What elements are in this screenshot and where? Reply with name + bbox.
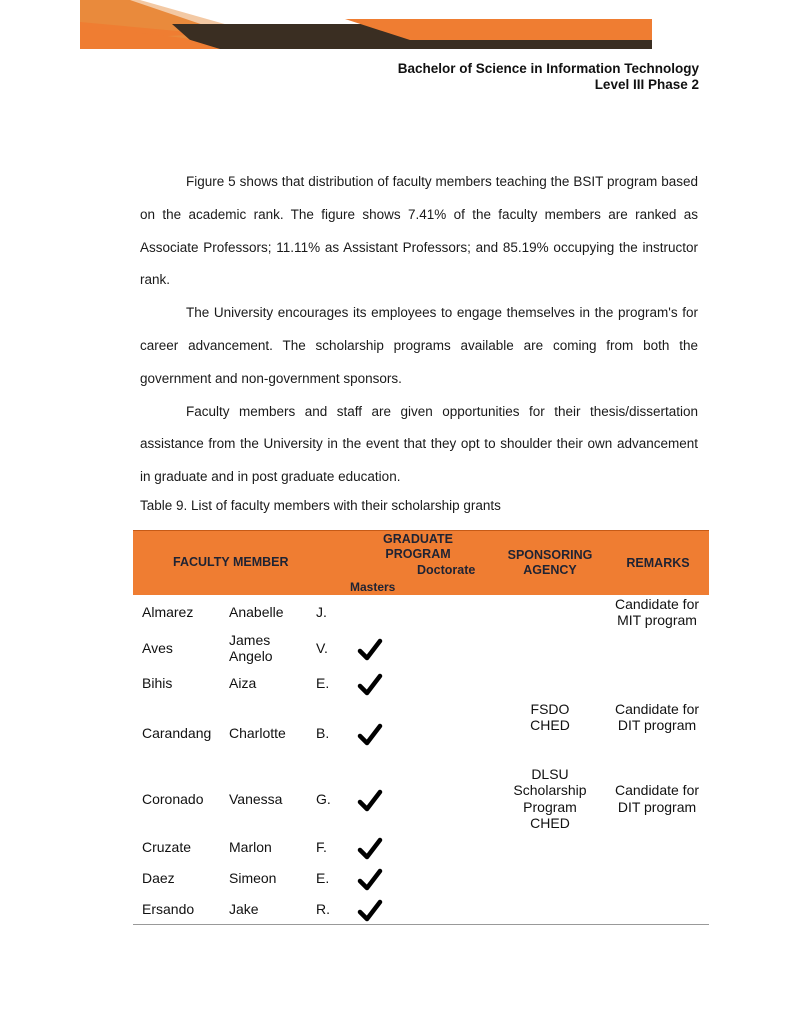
check-icon [357, 868, 383, 892]
check-icon [357, 837, 383, 861]
header-faculty-member: FACULTY MEMBER [173, 555, 289, 569]
cell-middle-initial: V. [316, 640, 328, 656]
header-agency: AGENCY [523, 563, 577, 577]
header-masters: Masters [350, 580, 396, 594]
cell-sponsor: FSDO [530, 701, 570, 717]
cell-sponsor: Scholarship [513, 782, 587, 798]
program-title: Bachelor of Science in Information Technology [397, 61, 699, 76]
cell-sponsor: CHED [530, 815, 570, 831]
paragraph: The University encourages its employees to engage themselves in the program's for career advancement. The scholarship programs available are coming from both the government and non-government sponsors. [140, 305, 698, 386]
header-remarks: REMARKS [626, 556, 690, 570]
cell-middle-initial: B. [316, 725, 330, 741]
cell-last-name: Bihis [142, 675, 173, 691]
table-caption: Table 9. List of faculty members with their scholarship grants [140, 498, 501, 513]
cell-sponsor: CHED [530, 717, 570, 733]
table-header [133, 530, 709, 595]
check-icon [357, 723, 383, 747]
paragraph: Faculty members and staff are given opportunities for their thesis/dissertation assistance from the University in the event that they opt to shoulder their own advancement in graduate and in post graduate education. [140, 403, 698, 485]
body-text [140, 166, 698, 494]
cell-last-name: Cruzate [142, 839, 192, 855]
cell-remarks: Candidate for [614, 701, 700, 717]
check-icon [357, 789, 383, 813]
cell-remarks: MIT program [617, 612, 697, 628]
cell-last-name: Daez [142, 870, 175, 886]
cell-last-name: Carandang [142, 725, 212, 741]
cell-sponsor: Program [523, 799, 577, 815]
cell-last-name: Aves [142, 640, 173, 656]
cell-middle-initial: E. [316, 675, 330, 691]
cell-middle-initial: E. [316, 870, 330, 886]
cell-remarks: Candidate for [614, 596, 700, 612]
header-banner [80, 0, 652, 52]
header-graduate: GRADUATE [383, 532, 453, 546]
cell-first-name: Simeon [229, 870, 277, 886]
cell-middle-initial: J. [316, 604, 327, 620]
cell-remarks: Candidate for [614, 782, 700, 798]
cell-middle-initial: G. [316, 791, 331, 807]
cell-middle-initial: R. [316, 901, 330, 917]
cell-last-name: Coronado [142, 791, 204, 807]
cell-last-name: Ersando [142, 901, 195, 917]
document-header [398, 61, 699, 93]
check-icon [357, 899, 383, 923]
cell-last-name: Almarez [142, 604, 194, 620]
cell-first-name: Jake [229, 901, 259, 917]
cell-first-name: Charlotte [229, 725, 286, 741]
cell-remarks: DIT program [617, 799, 697, 815]
table-bottom-rule [133, 924, 709, 925]
paragraph: Figure 5 shows that distribution of faculty members teaching the BSIT program based on the academic rank. The figure shows 7.41% of the faculty members are ranked as Associate Professors; 11.11% as Assistant Professors; and 85.19% occupying the instructor rank. [140, 174, 698, 288]
cell-first-name: Aiza [229, 675, 257, 691]
check-icon [357, 638, 383, 662]
cell-sponsor: DLSU [531, 766, 569, 782]
level-title: Level III Phase 2 [594, 77, 699, 92]
cell-first-name: Angelo [229, 648, 273, 664]
cell-first-name: Vanessa [229, 791, 283, 807]
cell-first-name: Anabelle [229, 604, 284, 620]
header-sponsoring: SPONSORING [507, 548, 593, 562]
check-icon [357, 673, 383, 697]
cell-first-name: James [229, 632, 271, 648]
cell-remarks: DIT program [617, 717, 697, 733]
cell-first-name: Marlon [229, 839, 272, 855]
header-doctorate: Doctorate [417, 563, 476, 577]
header-program: PROGRAM [385, 547, 451, 561]
cell-middle-initial: F. [316, 839, 327, 855]
